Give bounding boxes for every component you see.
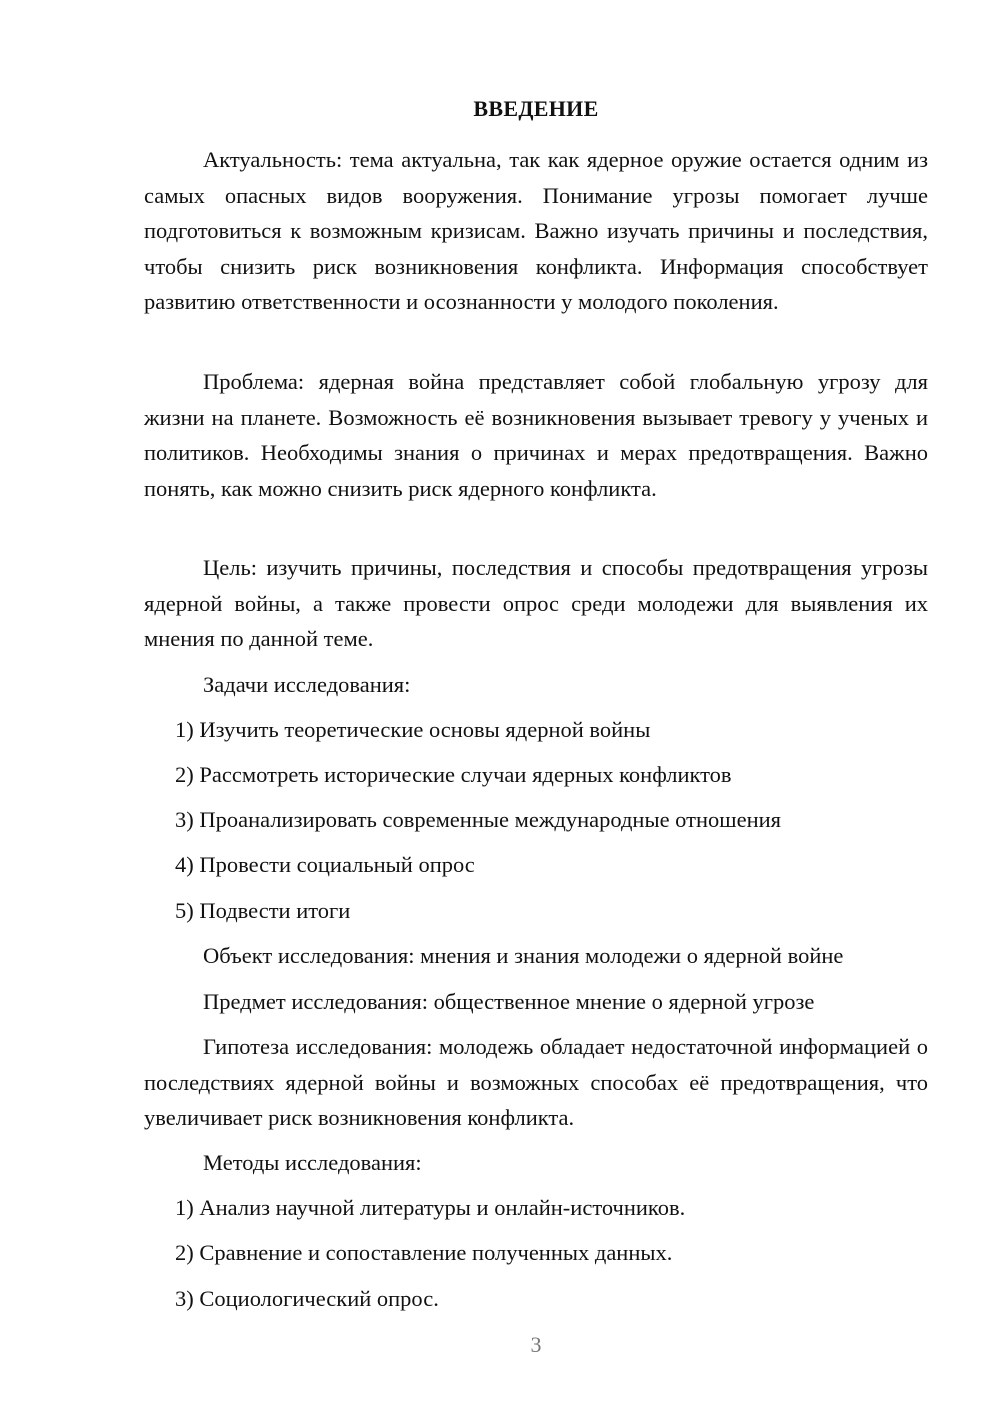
method-item: 3) Социологический опрос. [175, 1286, 439, 1311]
problem-paragraph: Проблема: ядерная война представляет собой глобальную угрозу для жизни на планете. Возможность её возникновения вызывает тревогу у ученых и политиков. Необходимы знания о причинах и мерах предотвращения. Важно понять, как можно снизить риск ядерного конфликта. [144, 369, 928, 501]
task-item: 1) Изучить теоретические основы ядерной войны [175, 717, 651, 742]
method-item: 1) Анализ научной литературы и онлайн-источников. [175, 1195, 686, 1220]
task-item: 5) Подвести итоги [175, 898, 351, 923]
methods-heading: Методы исследования: [203, 1150, 422, 1175]
method-item: 2) Сравнение и сопоставление полученных данных. [175, 1240, 673, 1265]
tasks-heading: Задачи исследования: [203, 672, 411, 697]
subject-line: Предмет исследования: общественное мнение о ядерной угрозе [203, 989, 815, 1014]
task-item: 4) Провести социальный опрос [175, 852, 475, 877]
relevance-paragraph: Актуальность: тема актуальна, так как ядерное оружие остается одним из самых опасных видов вооружения. Понимание угрозы помогает лучше подготовиться к возможным кризисам. Важно изучать причины и последствия, чтобы снизить риск возникновения конфликта. Информация способствует развитию ответственности и осознанности у молодого поколения. [144, 147, 928, 314]
page-title: ВВЕДЕНИЕ [473, 96, 599, 121]
page-number: 3 [530, 1332, 542, 1357]
hypothesis-paragraph: Гипотеза исследования: молодежь обладает недостаточной информацией о последствиях ядерной войны и возможных способах её предотвращения, что увеличивает риск возникновения конфликта. [144, 1034, 928, 1130]
goal-paragraph: Цель: изучить причины, последствия и способы предотвращения угрозы ядерной войны, а также провести опрос среди молодежи для выявления их мнения по данной теме. [144, 555, 928, 651]
task-item: 2) Рассмотреть исторические случаи ядерных конфликтов [175, 762, 732, 787]
object-line: Объект исследования: мнения и знания молодежи о ядерной войне [203, 943, 844, 968]
task-item: 3) Проанализировать современные международные отношения [175, 807, 781, 832]
